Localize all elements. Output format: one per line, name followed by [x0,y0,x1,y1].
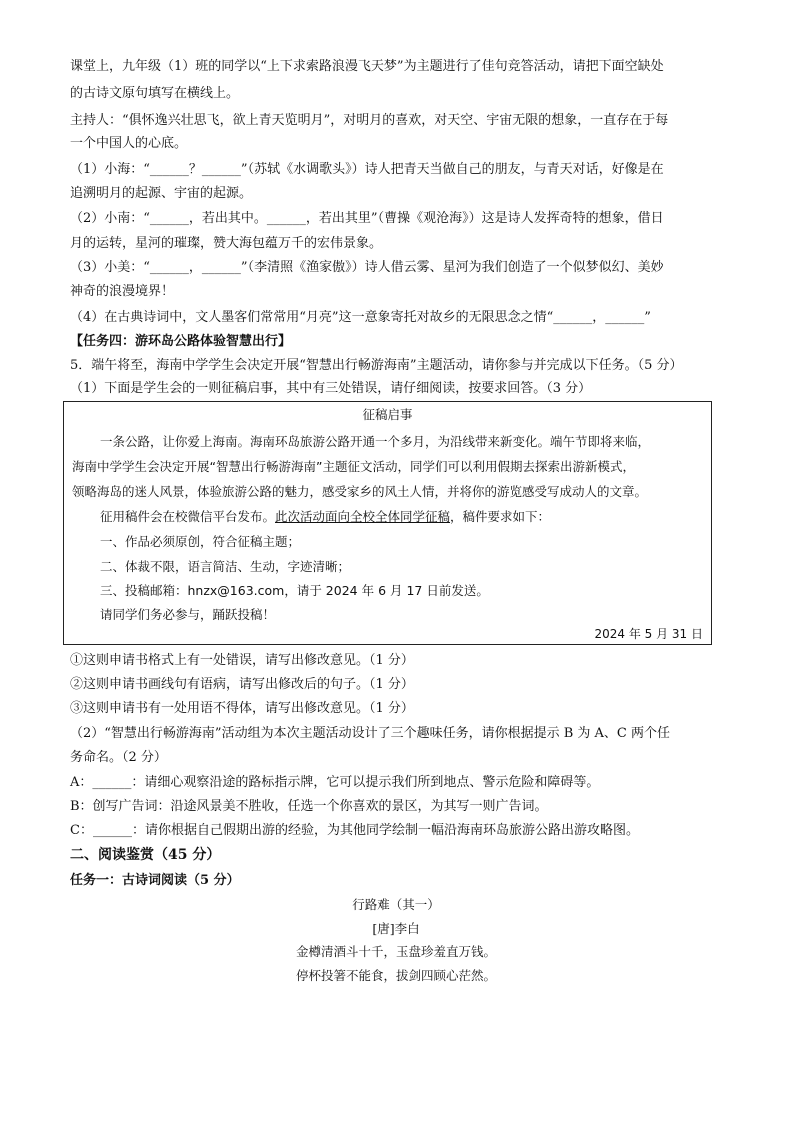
question-2-line-2: 月的运转，星河的璀璨，赞大海包蕴万千的宏伟景象。 [70,236,383,251]
poem-title: 行路难（其一） [352,897,440,912]
question-4-line-1: （4）在古典诗词中，文人墨客们常常用“月亮”这一意象寄托对故乡的无限思念之情“______，______” [70,310,651,325]
notice-paragraph-2-start: 征用稿件会在校微信平台发布。 [100,509,276,524]
poem-line-2: 停杯投箸不能食，拔剑四顾心茫然。 [295,968,496,983]
notice-paragraph-1-line-3: 领略海岛的迷人风景，体验旅游公路的魅力，感受家乡的风土人情，并将你的游览感受写成动人的文章。 [72,484,648,499]
requirement-1: 一、作品必须原创，符合征稿主题； [100,534,301,549]
intro-line-2: 的古诗文原句填写在横线上。 [70,86,240,101]
notice-paragraph-2 [100,508,550,526]
host-line-2: 一个中国人的心底。 [70,136,188,151]
notice-closing: 请同学们务必参与，踊跃投稿！ [100,607,276,622]
task-1-heading: 任务一：古诗词阅读（5 分） [70,873,240,888]
requirement-2: 二、体裁不限，语言简洁、生动，字迹清晰； [100,559,351,574]
task-c: C：______：请你根据自己假期出游的经验，为其他同学绘制一幅沿海南环岛旅游公路出游攻略图。 [70,823,639,838]
host-line-1: 主持人：“俱怀逸兴壮思飞，欲上青天览明月”，对明月的喜欢，对天空、宇宙无限的想象，一直存在于每 [70,113,669,128]
question-3-line-2: 神奇的浪漫境界！ [70,284,175,299]
sub-question-c: ③这则申请书有一处用语不得体，请写出修改意见。（1 分） [70,701,414,716]
task-four-heading: 【任务四：游环岛公路体验智慧出行】 [70,334,292,349]
question-3-line-1: （3）小美：“______，______”（李清照《渔家傲》）诗人借云雾、星河为我们创造了一个似梦似幻、美妙 [70,260,664,275]
question-5-line-1: 5．端午将至，海南中学学生会决定开展“智慧出行畅游海南”主题活动，请你参与并完成以下任务。（5 分） [70,358,683,373]
section-2-heading: 二、阅读鉴赏（45 分） [70,847,221,863]
underlined-sentence: 此次活动面向全校全体同学征稿 [275,509,451,524]
notice-paragraph-1-line-1: 一条公路，让你爱上海南。海南环岛旅游公路开通一个多月，为沿线带来新变化。端午节即将来临， [100,434,651,449]
question-1-line-2: 追溯明月的起源、宇宙的起源。 [70,186,253,201]
question-5-2-line-1: （2）“智慧出行畅游海南”活动组为本次主题活动设计了三个趣味任务，请你根据提示 B 为 A、C 两个任 [70,726,670,741]
requirement-3: 三、投稿邮箱：hnzx@163.com，请于 2024 年 6 月 17 日前发送。 [100,583,489,598]
notice-paragraph-2-end: ，稿件要求如下： [450,509,551,524]
sub-question-b: ②这则申请书画线句有语病，请写出修改后的句子。（1 分） [70,677,414,692]
notice-box [63,401,712,645]
notice-title: 征稿启事 [362,407,413,422]
question-5-line-2: （1）下面是学生会的一则征稿启事，其中有三处错误，请仔细阅读，按要求回答。（3 分） [70,381,592,396]
task-a: A：______：请细心观察沿途的路标指示牌，它可以提示我们所到地点、警示危险和障碍等。 [70,775,600,790]
question-1-line-1: （1）小海：“______？______”（苏轼《水调歌头》）诗人把青天当做自己的朋友，与青天对话，好像是在 [70,162,664,177]
notice-date: 2024 年 5 月 31 日 [594,627,703,641]
notice-paragraph-1-line-2: 海南中学学生会决定开展“智慧出行畅游海南”主题征文活动，同学们可以利用假期去探索出游新模式， [72,459,635,474]
sub-question-a: ①这则申请书格式上有一处错误，请写出修改意见。（1 分） [70,653,414,668]
task-b: B：创写广告词：沿途风景美不胜收，任选一个你喜欢的景区，为其写一则广告词。 [70,799,548,814]
question-5-2-line-2: 务命名。（2 分） [70,750,167,765]
poem-author: [唐]李白 [372,921,420,936]
question-2-line-1: （2）小南：“______，若出其中。______，若出其里”（曹操《观沧海》）这是诗人发挥奇特的想象，借日 [70,211,664,226]
intro-line-1: 课堂上，九年级（1）班的同学以“上下求索路浪漫飞天梦”为主题进行了佳句竞答活动，请把下面空缺处 [70,59,664,74]
poem-line-1: 金樽清酒斗十千，玉盘珍羞直万钱。 [295,944,496,959]
